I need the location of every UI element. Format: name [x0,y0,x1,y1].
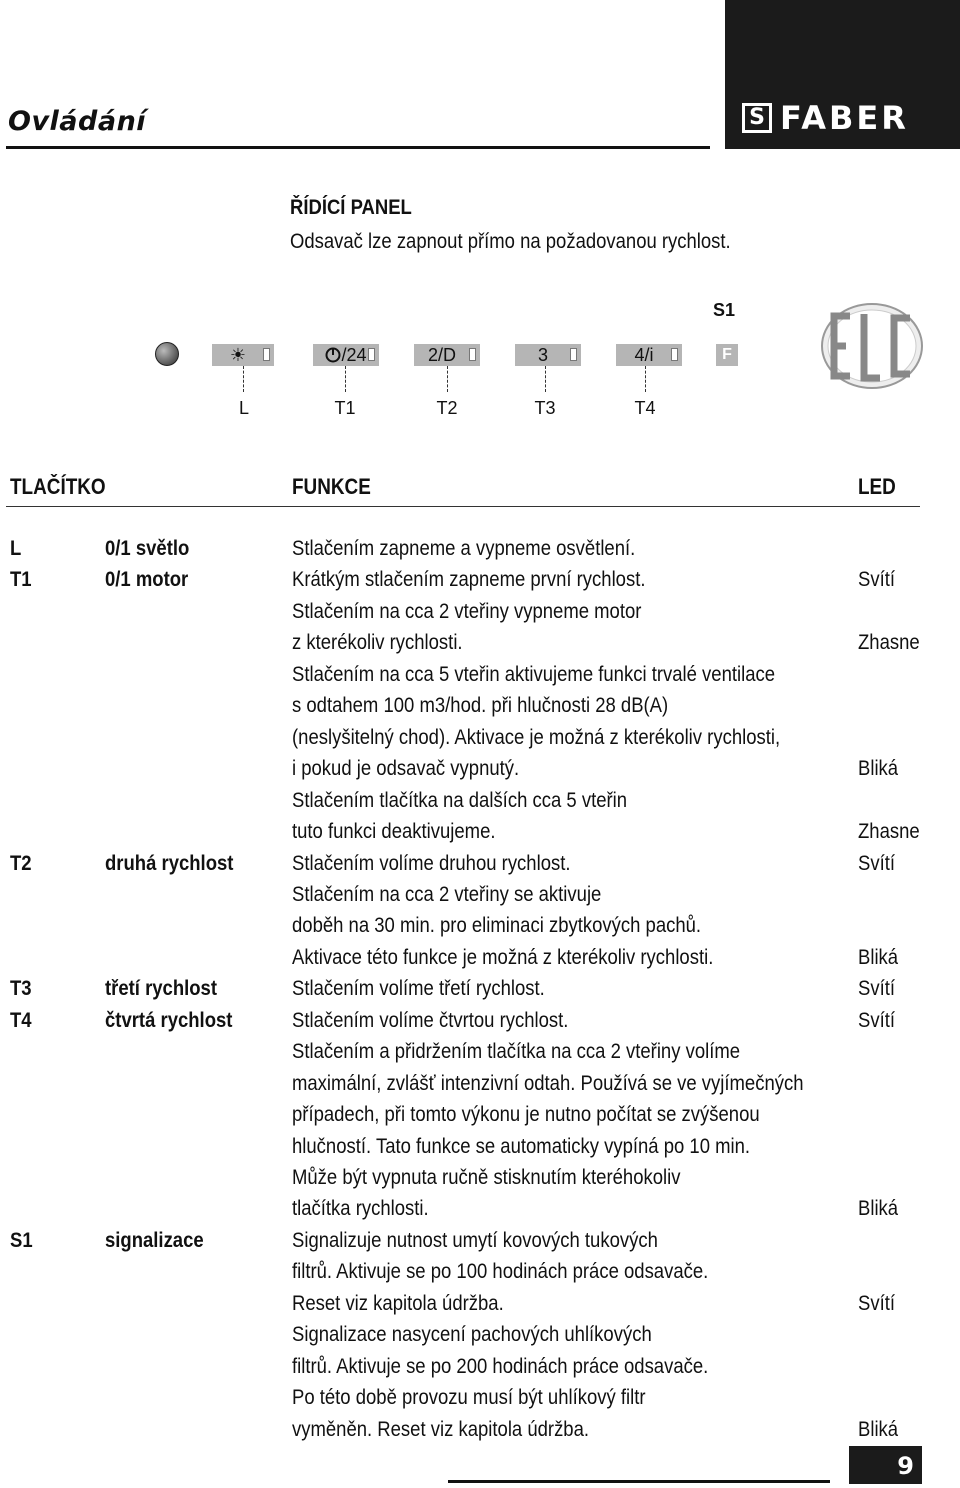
panel-key-t4 [616,344,682,366]
key-label-l: L [238,398,249,418]
row-text: Krátkým stlačením zapneme první rychlost. [292,567,646,592]
table-row [0,1162,960,1193]
row-text: doběh na 30 min. pro eliminaci zbytkových pachů. [292,913,702,938]
elc-logo-icon [820,302,924,390]
table-row [0,1036,960,1067]
row-name: druhá rychlost [105,850,234,875]
row-text: Může být vypnuta ručně stisknutím kteréhokoliv [292,1165,681,1189]
header-rule [6,146,710,149]
table-row [0,1193,960,1224]
table-row [0,1351,960,1382]
panel-key-t4-label: 4/i [634,345,654,365]
table-row [0,1068,960,1099]
row-text: s odtahem 100 m3/hod. při hlučnosti 28 dB(A) [292,693,669,718]
row-text: tlačítka rychlosti. [292,1196,429,1221]
row-text: tuto funkci deaktivujeme. [292,819,496,844]
row-code: L [10,536,22,560]
row-code: S1 [10,1227,33,1252]
row-text: hlučností. Tato funkce se automaticky vypíná po 10 min. [292,1133,751,1158]
table-row [0,910,960,941]
row-name: 0/1 motor [105,567,189,592]
row-text: Reset viz kapitola údržba. [292,1290,504,1315]
table-row [0,879,960,910]
filter-indicator: F [716,344,738,366]
table-row [0,785,960,816]
panel-key-t1 [313,344,379,366]
key-label-t1: T1 [334,398,356,418]
row-text: Stlačením volíme třetí rychlost. [292,976,545,1001]
table-row [0,1288,960,1319]
column-header-function: FUNKCE [292,474,371,499]
table-row [0,1256,960,1287]
column-header-led: LED [858,474,896,499]
key-label-t2: T2 [436,398,458,418]
key-label-t4: T4 [634,398,656,418]
row-led-status: Svítí [858,1007,895,1032]
row-text: (neslyšitelný chod). Aktivace je možná z kterékoliv rychlosti, [292,724,781,749]
row-text: z kterékoliv rychlosti. [292,630,463,655]
page-number: 9 [849,1446,922,1484]
panel-key-t1-label: /24 [341,345,367,365]
leader-line [447,366,448,392]
row-text: Signalizuje nutnost umytí kovových tukových [292,1227,658,1252]
table-row [0,659,960,690]
table-row [0,533,960,564]
row-led-status: Zhasne [858,630,920,655]
row-text: Stlačením volíme čtvrtou rychlost. [292,1007,569,1032]
table-row [0,1005,960,1036]
row-text: Aktivace této funkce je možná z kterékoliv rychlosti. [292,944,714,969]
row-text: Stlačením na cca 2 vteřiny vypneme motor [292,598,642,623]
table-row [0,1319,960,1350]
table-row [0,690,960,721]
table-row [0,564,960,595]
row-text: Stlačením na cca 5 vteřin aktivujeme funkci trvalé ventilace [292,661,776,686]
panel-key-t3 [515,344,581,366]
power-icon [325,347,341,363]
panel-key-t2 [414,344,480,366]
leader-line [243,366,244,392]
row-code: T1 [10,567,32,592]
row-text: Stlačením na cca 2 vteřiny se aktivuje [292,881,602,906]
table-row [0,942,960,973]
s1-label: S1 [713,300,736,320]
row-led-status: Bliká [858,1196,899,1221]
table-row [0,1225,960,1256]
row-led-status: Bliká [858,944,899,969]
panel-key-t2-label: 2/D [427,345,456,365]
table-row [0,627,960,658]
section-subtitle: Odsavač lze zapnout přímo na požadovanou rychlost. [290,230,731,253]
row-text: Stlačením volíme druhou rychlost. [292,850,571,875]
row-text: Po této době provozu musí být uhlíkový filtr [292,1385,646,1410]
table-row [0,1099,960,1130]
row-led-status: Svítí [858,1290,895,1315]
row-text: filtrů. Aktivuje se po 200 hodinách práce odsavače. [292,1353,709,1378]
table-row [0,848,960,879]
row-text: případech, při tomto výkonu je nutno počítat se zvýšenou [292,1102,760,1127]
row-code: T4 [10,1007,32,1032]
row-led-status: Bliká [858,1416,899,1441]
table-row [0,1131,960,1162]
row-name: signalizace [105,1227,204,1252]
table-row [0,973,960,1004]
table-row [0,596,960,627]
row-text: Signalizace nasycení pachových uhlíkových [292,1322,652,1347]
header-divider [6,506,920,507]
row-led-status: Svítí [858,567,895,592]
table-row [0,753,960,784]
table-row [0,1382,960,1413]
leader-line [645,366,646,392]
panel-key-light [212,344,274,366]
leader-line [345,366,346,392]
row-led-status: Svítí [858,976,895,1001]
leader-line [545,366,546,392]
row-text: Stlačením a přidržením tlačítka na cca 2 vteřiny volíme [292,1039,741,1064]
light-icon: ☀ [229,345,247,365]
row-text: maximální, zvlášť intenzivní odtah. Používá se ve vyjímečných [292,1070,804,1095]
table-row [0,722,960,753]
row-name: 0/1 světlo [105,536,190,560]
row-led-status: Svítí [858,850,895,875]
light-led-icon [155,342,179,366]
brand-name: FABER [780,99,909,137]
brand-mark-icon: S [742,103,772,133]
row-name: třetí rychlost [105,976,218,1001]
row-name: čtvrtá rychlost [105,1007,233,1032]
row-code: T3 [10,976,32,1001]
section-title: ŘÍDÍCÍ PANEL [290,196,412,219]
row-text: filtrů. Aktivuje se po 100 hodinách práce odsavače. [292,1259,709,1284]
table-row [0,816,960,847]
row-text: Stlačením tlačítka na dalších cca 5 vteřin [292,787,628,812]
column-header-button: TLAČÍTKO [10,474,106,499]
table-row [0,1414,960,1445]
panel-key-t3-label: 3 [537,345,548,365]
footer-rule [448,1480,830,1483]
row-text: vyměněn. Reset viz kapitola údržba. [292,1416,590,1441]
row-code: T2 [10,850,32,875]
page-title: Ovládání [8,106,147,137]
row-led-status: Bliká [858,756,899,781]
row-text: Stlačením zapneme a vypneme osvětlení. [292,536,636,560]
row-led-status: Zhasne [858,819,920,844]
row-text: i pokud je odsavač vypnutý. [292,756,520,781]
key-label-t3: T3 [534,398,556,418]
